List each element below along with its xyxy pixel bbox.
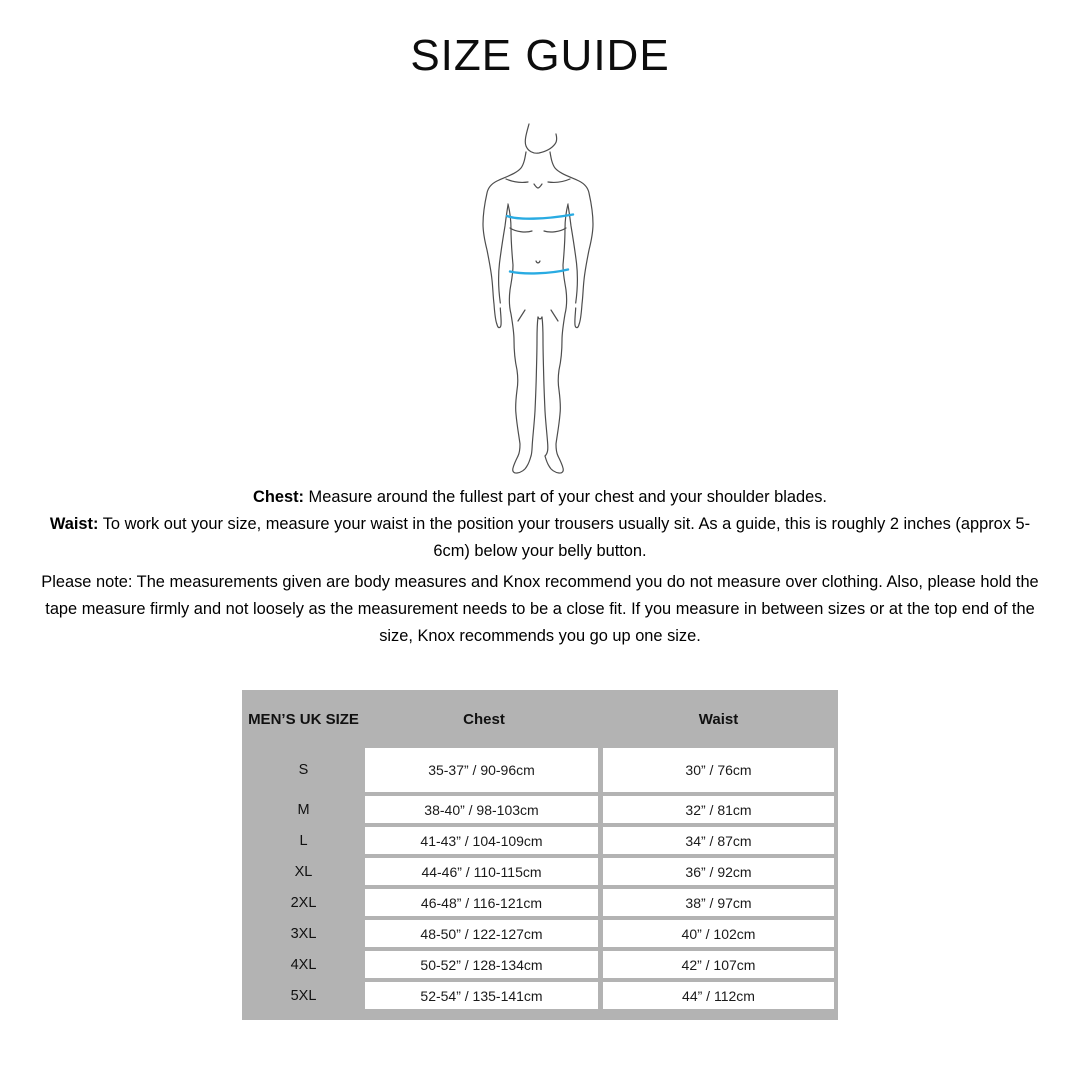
size-label: L (299, 832, 308, 849)
right-torso-leg (556, 204, 568, 456)
crotch-curve (538, 317, 542, 319)
measuring-instructions (33, 484, 1047, 650)
size-label: S (298, 762, 309, 778)
size-label: 2XL (290, 894, 317, 911)
waist-value: 40” / 102cm (603, 920, 834, 947)
table-row-2xl (242, 889, 838, 916)
left-inner-arm (499, 205, 508, 303)
waist-instruction (33, 511, 1047, 565)
size-label: M (297, 801, 310, 818)
left-hip-crease (518, 310, 525, 321)
table-row-s (242, 748, 838, 792)
left-foot (513, 456, 531, 473)
waist-value: 38” / 97cm (603, 889, 834, 916)
size-table-header (242, 690, 838, 748)
right-arm-outline (550, 152, 593, 328)
head-outline (525, 124, 556, 153)
waist-value: 42” / 107cm (603, 951, 834, 978)
size-label: 4XL (290, 956, 317, 973)
left-torso-leg (508, 204, 520, 456)
chest-instruction-text: Measure around the fullest part of your chest and your shoulder blades. (304, 488, 827, 506)
chest-value: 48-50” / 122-127cm (365, 920, 598, 947)
size-label: 3XL (290, 925, 317, 942)
table-row-m (242, 796, 838, 823)
waist-instruction-label: Waist: (49, 515, 99, 533)
right-foot (545, 456, 563, 473)
table-row-l (242, 827, 838, 854)
size-label: 5XL (290, 987, 317, 1004)
sternal-notch (534, 184, 542, 188)
left-inner-leg (531, 317, 538, 456)
chest-instruction (33, 484, 1047, 511)
waist-value: 30” / 76cm (603, 748, 834, 792)
waist-value: 34” / 87cm (603, 827, 834, 854)
right-pec-line (544, 228, 566, 232)
chest-value: 52-54” / 135-141cm (365, 982, 598, 1009)
left-arm-outline (483, 152, 526, 328)
chest-value: 35-37” / 90-96cm (365, 748, 598, 792)
left-pec-line (510, 228, 532, 232)
waist-value: 36” / 92cm (603, 858, 834, 885)
chest-value: 41-43” / 104-109cm (365, 827, 598, 854)
male-body-outline-illustration (460, 118, 620, 478)
header-chest: Chest (463, 710, 505, 728)
right-hip-crease (551, 310, 558, 321)
chest-measure-line (507, 215, 573, 219)
chest-instruction-label: Chest: (253, 488, 304, 506)
right-inner-arm (568, 205, 577, 303)
chest-value: 50-52” / 128-134cm (365, 951, 598, 978)
size-label: XL (294, 863, 313, 880)
navel (536, 261, 540, 263)
left-collarbone (506, 179, 528, 182)
header-waist: Waist (698, 710, 739, 728)
chest-value: 46-48” / 116-121cm (365, 889, 598, 916)
chest-value: 44-46” / 110-115cm (365, 858, 598, 885)
waist-value: 32” / 81cm (603, 796, 834, 823)
right-inner-leg (542, 317, 548, 456)
table-row-4xl (242, 951, 838, 978)
body-figure (460, 118, 620, 478)
size-table (242, 690, 838, 1020)
waist-value: 44” / 112cm (603, 982, 834, 1009)
table-row-xl (242, 858, 838, 885)
waist-measure-line (510, 270, 568, 274)
table-row-5xl (242, 982, 838, 1009)
right-collarbone (548, 179, 570, 182)
header-mens-uk-size: MEN’S UK SIZE (248, 710, 359, 728)
waist-instruction-text: To work out your size, measure your waist in the position your trousers usually sit. As a guide, this is roughly 2 inches (approx 5-6cm) below your belly button. (98, 515, 1031, 560)
measurement-note: Please note: The measurements given are body measures and Knox recommend you do not measure over clothing. Also, please hold the tape measure firmly and not loosely as the measurement needs to be a close fit. If you measure in between sizes or at the top end of the size, Knox recommends you go up one size. (41, 573, 1039, 645)
page-title: SIZE GUIDE (410, 31, 670, 80)
table-row-3xl (242, 920, 838, 947)
chest-value: 38-40” / 98-103cm (365, 796, 598, 823)
